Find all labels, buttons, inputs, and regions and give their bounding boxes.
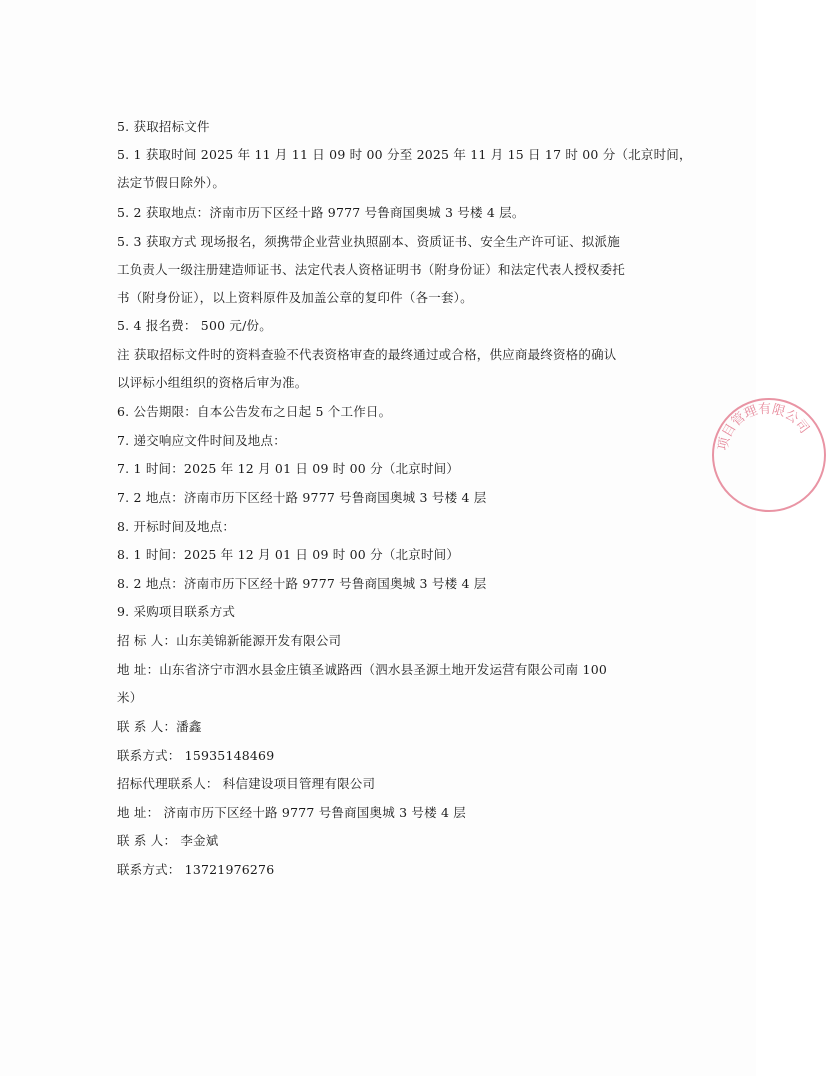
agent-line: 招标代理联系人： 科信建设项目管理有限公司 (117, 776, 376, 791)
tenderer-phone-line: 联系方式： 15935148469 (117, 748, 275, 763)
section-5-3-text: 5. 3 获取方式 现场报名，须携带企业营业执照副本、资质证书、安全生产许可证、拟派施 (117, 234, 620, 249)
section-6-text: 6. 公告期限：自本公告发布之日起 5 个工作日。 (117, 404, 392, 419)
agent-contact-line: 联 系 人： 李金斌 (117, 833, 219, 848)
section-5-3-text-cont2: 书（附身份证），以上资料原件及加盖公章的复印件（各一套）。 (117, 290, 473, 305)
section-7-2-text: 7. 2 地点：济南市历下区经十路 9777 号鲁商国奥城 3 号楼 4 层 (117, 490, 487, 505)
section-5-1-text: 5. 1 获取时间 2025 年 11 月 11 日 09 时 00 分至 2025 年 11 月 15 日 17 时 00 分（北京时间， (117, 147, 692, 162)
section-7-heading: 7. 递交响应文件时间及地点： (117, 433, 286, 448)
note-text: 注 获取招标文件时的资料查验不代表资格审查的最终通过或合格，供应商最终资格的确认 (117, 347, 617, 362)
section-5-1-text-cont: 法定节假日除外）。 (117, 175, 226, 190)
section-9-heading: 9. 采购项目联系方式 (117, 604, 236, 619)
note-text-cont: 以评标小组组织的资格后审为准。 (117, 375, 308, 390)
section-5-heading: 5. 获取招标文件 (117, 119, 210, 134)
section-8-1-text: 8. 1 时间：2025 年 12 月 01 日 09 时 00 分（北京时间） (117, 547, 460, 562)
agent-address-line: 地 址： 济南市历下区经十路 9777 号鲁商国奥城 3 号楼 4 层 (117, 805, 467, 820)
tenderer-address-line: 地 址：山东省济宁市泗水县金庄镇圣诚路西（泗水县圣源土地开发运营有限公司南 100 (117, 662, 608, 677)
section-8-2-text: 8. 2 地点：济南市历下区经十路 9777 号鲁商国奥城 3 号楼 4 层 (117, 576, 487, 591)
svg-text:项目管理有限公司: 项目管理有限公司 (715, 401, 812, 452)
tenderer-contact-line: 联 系 人：潘鑫 (117, 719, 202, 734)
seal-text-art (712, 398, 822, 508)
tenderer-line: 招 标 人：山东美锦新能源开发有限公司 (117, 633, 342, 648)
tenderer-address-cont: 米） (117, 690, 143, 705)
section-5-2-text: 5. 2 获取地点：济南市历下区经十路 9777 号鲁商国奥城 3 号楼 4 层。 (117, 205, 525, 220)
section-5-3-text-cont1: 工负责人一级注册建造师证书、法定代表人资格证明书（附身份证）和法定代表人授权委托 (117, 262, 626, 277)
section-8-heading: 8. 开标时间及地点： (117, 519, 236, 534)
official-seal-stamp (712, 398, 826, 512)
section-7-1-text: 7. 1 时间：2025 年 12 月 01 日 09 时 00 分（北京时间） (117, 461, 460, 476)
section-5-4-text: 5. 4 报名费： 500 元/份。 (117, 318, 272, 333)
agent-phone-line: 联系方式： 13721976276 (117, 862, 275, 877)
